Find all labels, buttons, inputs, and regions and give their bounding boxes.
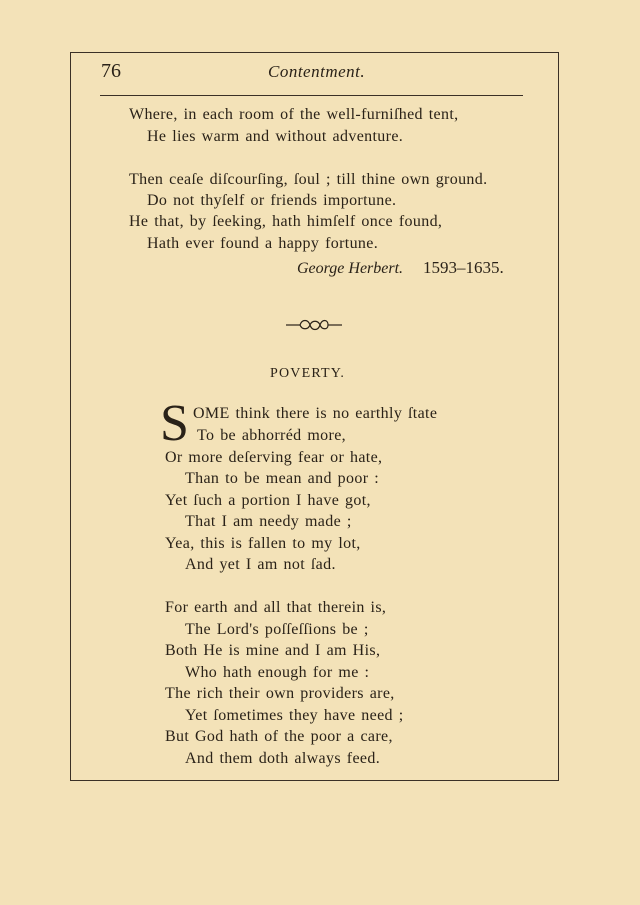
prev-poem-line: He lies warm and without adventure. xyxy=(147,128,404,145)
poem-line: That I am needy made ; xyxy=(185,513,352,530)
poem-line: And yet I am not ſad. xyxy=(185,556,336,573)
running-title: Contentment. xyxy=(268,62,366,81)
header-rule xyxy=(100,95,523,96)
poem-line: Yet ſuch a portion I have got, xyxy=(165,492,371,509)
drop-cap: S xyxy=(160,395,189,452)
author-dates: 1593–1635. xyxy=(423,258,504,277)
poem-line: And them doth always feed. xyxy=(185,750,381,767)
poem-line: But God hath of the poor a care, xyxy=(165,728,393,745)
prev-poem-line: Then ceaſe diſcourſing, ſoul ; till thine own ground. xyxy=(129,171,488,188)
poem-line: For earth and all that therein is, xyxy=(165,599,387,616)
prev-poem-line: Where, in each room of the well-furniſhed tent, xyxy=(129,106,459,123)
poem-line: Who hath enough for me : xyxy=(185,664,370,681)
poem-line: The rich their own providers are, xyxy=(165,685,395,702)
poem-line: To be abhorréd more, xyxy=(197,427,346,444)
prev-poem-line: Hath ever found a happy fortune. xyxy=(147,235,379,252)
ornament-divider-icon xyxy=(284,316,344,334)
page-number: 76 xyxy=(101,60,121,82)
poem-first-line: OME think there is no earthly ſtate xyxy=(193,405,438,422)
prev-poem-line: He that, by ſeeking, hath himſelf once found, xyxy=(129,213,443,230)
poem-line: Than to be mean and poor : xyxy=(185,470,380,487)
attribution xyxy=(297,258,504,278)
poem-line: Yet ſometimes they have need ; xyxy=(185,707,404,724)
poem-line: Yea, this is fallen to my lot, xyxy=(165,535,361,552)
author-name: George Herbert. xyxy=(297,260,404,277)
poem-line: Both He is mine and I am His, xyxy=(165,642,381,659)
poem-line: Or more deſerving fear or hate, xyxy=(165,449,383,466)
poem-title: POVERTY. xyxy=(270,366,346,381)
poem-line: The Lord's poſſeſſions be ; xyxy=(185,621,369,638)
prev-poem-line: Do not thyſelf or friends importune. xyxy=(147,192,397,209)
